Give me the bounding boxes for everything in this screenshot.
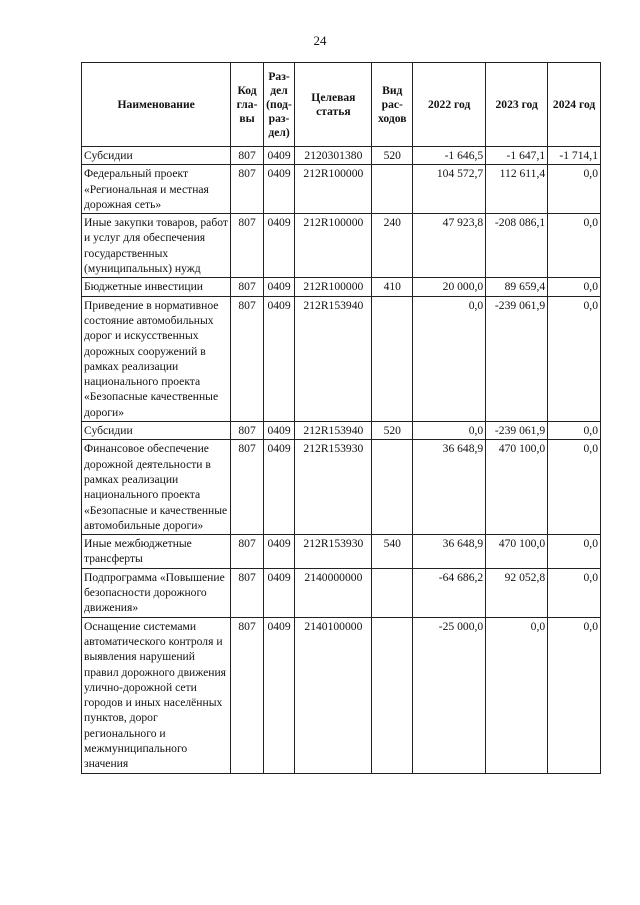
cell-name: Субсидии	[82, 147, 231, 165]
cell-chapter: 807	[231, 214, 264, 278]
table-row	[82, 422, 601, 440]
cell-name: Финансовое обеспечение дорожной деятельности в рамках реализации национального проекта «Безопасные и качественные автомобильные дороги»	[82, 440, 231, 535]
cell-kind: 520	[372, 422, 413, 440]
cell-article: 212R100000	[295, 214, 372, 278]
cell-article: 212R153940	[295, 422, 372, 440]
cell-name: Оснащение системами автоматического контроля и выявления нарушений правил дорожного движения улично-дорожной сети городов и иных населённых пунктов, дорог регионального и межмуниципального значения	[82, 617, 231, 773]
cell-kind	[372, 296, 413, 421]
table-row	[82, 147, 601, 165]
header-chapter: Код гла-вы	[231, 63, 264, 147]
cell-kind: 520	[372, 147, 413, 165]
cell-chapter: 807	[231, 617, 264, 773]
cell-kind: 540	[372, 535, 413, 569]
table-row	[82, 535, 601, 569]
cell-2023: 470 100,0	[486, 440, 548, 535]
cell-chapter: 807	[231, 165, 264, 214]
table-row	[82, 278, 601, 296]
cell-section: 0409	[263, 422, 294, 440]
cell-2024: 0,0	[548, 568, 601, 617]
header-2023: 2023 год	[486, 63, 548, 147]
cell-2022: 36 648,9	[413, 440, 486, 535]
cell-2022: 20 000,0	[413, 278, 486, 296]
cell-2022: -25 000,0	[413, 617, 486, 773]
cell-kind: 240	[372, 214, 413, 278]
header-name: Наименование	[82, 63, 231, 147]
cell-kind	[372, 617, 413, 773]
cell-section: 0409	[263, 440, 294, 535]
cell-section: 0409	[263, 617, 294, 773]
cell-chapter: 807	[231, 296, 264, 421]
cell-chapter: 807	[231, 147, 264, 165]
cell-2024: 0,0	[548, 617, 601, 773]
cell-2024: 0,0	[548, 535, 601, 569]
header-kind: Вид рас-ходов	[372, 63, 413, 147]
table-row	[82, 296, 601, 421]
cell-2023: 89 659,4	[486, 278, 548, 296]
cell-2022: 0,0	[413, 296, 486, 421]
cell-2023: 470 100,0	[486, 535, 548, 569]
cell-2023: -208 086,1	[486, 214, 548, 278]
cell-chapter: 807	[231, 440, 264, 535]
cell-name: Бюджетные инвестиции	[82, 278, 231, 296]
cell-section: 0409	[263, 147, 294, 165]
cell-kind: 410	[372, 278, 413, 296]
cell-section: 0409	[263, 296, 294, 421]
cell-2023: 0,0	[486, 617, 548, 773]
cell-name: Иные межбюджетные трансферты	[82, 535, 231, 569]
header-article: Целевая статья	[295, 63, 372, 147]
cell-chapter: 807	[231, 568, 264, 617]
cell-article: 212R153940	[295, 296, 372, 421]
cell-name: Субсидии	[82, 422, 231, 440]
cell-chapter: 807	[231, 535, 264, 569]
header-2022: 2022 год	[413, 63, 486, 147]
table-row	[82, 165, 601, 214]
table-row	[82, 440, 601, 535]
cell-name: Федеральный проект «Региональная и местная дорожная сеть»	[82, 165, 231, 214]
cell-2023: 92 052,8	[486, 568, 548, 617]
cell-2022: -64 686,2	[413, 568, 486, 617]
header-section: Раз-дел (под-раз-дел)	[263, 63, 294, 147]
cell-2024: 0,0	[548, 165, 601, 214]
cell-2023: -1 647,1	[486, 147, 548, 165]
cell-article: 2140000000	[295, 568, 372, 617]
table-row	[82, 568, 601, 617]
cell-2023: -239 061,9	[486, 422, 548, 440]
budget-table	[81, 62, 601, 774]
cell-name: Приведение в нормативное состояние автомобильных дорог и искусственных дорожных сооружений в рамках реализации национального проекта «Безопасные качественные дороги»	[82, 296, 231, 421]
cell-article: 212R100000	[295, 278, 372, 296]
cell-article: 212R153930	[295, 535, 372, 569]
cell-2023: -239 061,9	[486, 296, 548, 421]
cell-section: 0409	[263, 165, 294, 214]
cell-kind	[372, 440, 413, 535]
table-row	[82, 617, 601, 773]
cell-kind	[372, 165, 413, 214]
cell-2022: 104 572,7	[413, 165, 486, 214]
table-header-row	[82, 63, 601, 147]
cell-2023: 112 611,4	[486, 165, 548, 214]
cell-2024: 0,0	[548, 422, 601, 440]
cell-article: 2120301380	[295, 147, 372, 165]
cell-chapter: 807	[231, 278, 264, 296]
cell-2022: 36 648,9	[413, 535, 486, 569]
cell-2024: 0,0	[548, 440, 601, 535]
cell-name: Подпрограмма «Повышение безопасности дорожного движения»	[82, 568, 231, 617]
cell-2024: 0,0	[548, 296, 601, 421]
cell-section: 0409	[263, 278, 294, 296]
cell-section: 0409	[263, 214, 294, 278]
cell-section: 0409	[263, 568, 294, 617]
table-row	[82, 214, 601, 278]
cell-2024: 0,0	[548, 214, 601, 278]
cell-kind	[372, 568, 413, 617]
page-number: 24	[313, 33, 327, 48]
cell-2024: 0,0	[548, 278, 601, 296]
cell-name: Иные закупки товаров, работ и услуг для обеспечения государственных (муниципальных) нужд	[82, 214, 231, 278]
cell-article: 212R100000	[295, 165, 372, 214]
cell-section: 0409	[263, 535, 294, 569]
cell-2022: 0,0	[413, 422, 486, 440]
cell-article: 212R153930	[295, 440, 372, 535]
cell-chapter: 807	[231, 422, 264, 440]
cell-2022: -1 646,5	[413, 147, 486, 165]
cell-2024: -1 714,1	[548, 147, 601, 165]
cell-article: 2140100000	[295, 617, 372, 773]
cell-2022: 47 923,8	[413, 214, 486, 278]
header-2024: 2024 год	[548, 63, 601, 147]
